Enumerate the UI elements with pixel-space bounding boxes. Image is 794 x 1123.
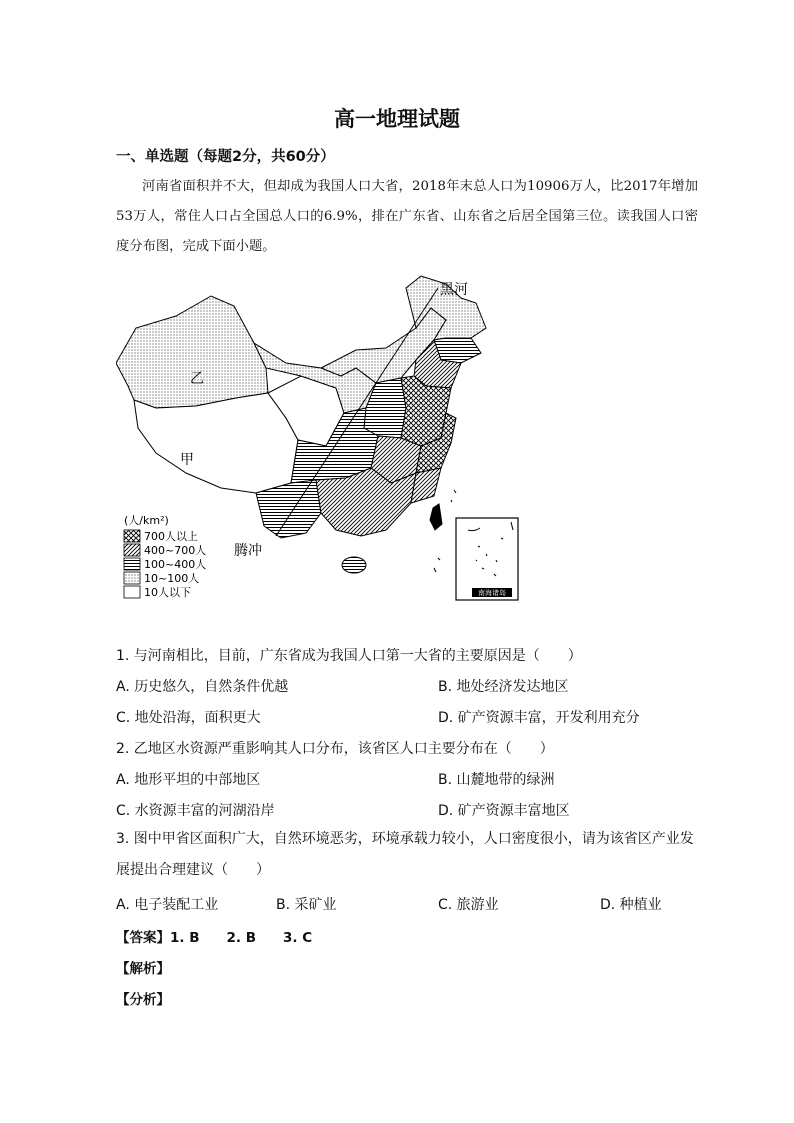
question-3-stem: 3. 图中甲省区面积广大，自然环境恶劣，环境承载力较小，人口密度很小，请为该省区产业发展提出合理建议（ ）: [116, 831, 694, 878]
page-title: 高一地理试题: [334, 107, 460, 131]
q2-option-d: D. 矿产资源丰富地区: [438, 803, 570, 819]
label-heihe: 黑河: [440, 282, 468, 298]
q2-option-b: B. 山麓地带的绿洲: [438, 772, 555, 788]
label-yi: 乙: [190, 371, 204, 387]
region-taiwan: [430, 504, 442, 530]
question-2-stem: 2. 乙地区水资源严重影响其人口分布，该省区人口主要分布在（ ）: [116, 741, 554, 757]
legend-item: 10人以下: [144, 586, 191, 599]
section-heading: 一、单选题（每题2分，共60分）: [116, 149, 335, 165]
south-china-sea-inset: [456, 518, 518, 600]
legend-unit: (人/km²): [124, 514, 169, 527]
legend-item: 100~400人: [144, 558, 207, 571]
region-fujian: [411, 468, 441, 503]
label-tengchong: 腾冲: [234, 543, 262, 559]
q2-option-a: A. 地形平坦的中部地区: [116, 772, 261, 788]
fenxi-heading: 【分析】: [116, 992, 170, 1008]
population-density-map: [116, 268, 528, 604]
q3-option-a: A. 电子装配工业: [116, 897, 219, 913]
inset-label: 南海诸岛: [478, 589, 506, 597]
legend-item: 700人以上: [144, 530, 198, 543]
q3-option-d: D. 种植业: [600, 897, 662, 913]
legend-item: 10~100人: [144, 572, 200, 585]
q1-option-b: B. 地处经济发达地区: [438, 679, 569, 695]
analysis-heading: 【解析】: [116, 961, 170, 977]
legend-item: 400~700人: [144, 544, 207, 557]
region-tibet: [134, 393, 298, 493]
q3-option-b: B. 采矿业: [276, 897, 337, 913]
q3-option-c: C. 旅游业: [438, 897, 499, 913]
reading-passage: 河南省面积并不大，但却成为我国人口大省，2018年末总人口为10906万人，比2017年增加53万人，常住人口占全国总人口的6.9%，排在广东省、山东省之后居全国第三位。读我国人口密度分布图，完成下面小题。: [116, 179, 698, 254]
q1-option-a: A. 历史悠久，自然条件优越: [116, 679, 289, 695]
answer-line: 【答案】1. B 2. B 3. C: [116, 930, 313, 946]
q2-option-c: C. 水资源丰富的河湖沿岸: [116, 803, 275, 819]
region-xinjiang: [116, 296, 268, 408]
q1-option-c: C. 地处沿海，面积更大: [116, 710, 261, 726]
question-1-stem: 1. 与河南相比，目前，广东省成为我国人口第一大省的主要原因是（ ）: [116, 648, 582, 664]
region-hainan: [342, 557, 366, 573]
q1-option-d: D. 矿产资源丰富，开发利用充分: [438, 710, 640, 726]
label-jia: 甲: [180, 452, 194, 468]
map-legend: [124, 514, 206, 599]
